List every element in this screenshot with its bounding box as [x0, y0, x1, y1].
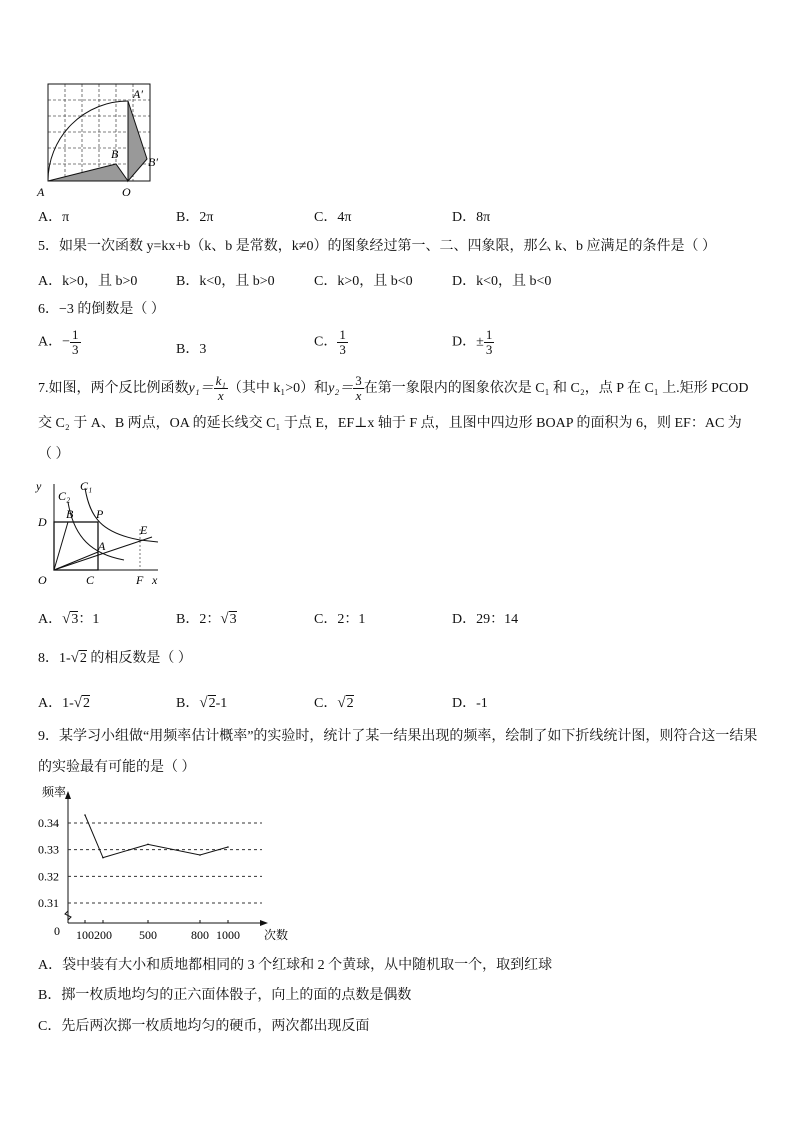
- chart-y-tick-label: 0.34: [38, 816, 59, 830]
- q7-label-y: y: [36, 479, 42, 493]
- q4-label-O: O: [122, 185, 131, 199]
- q6-option-c-fraction: $\frac{1}{3}$: [339, 327, 346, 357]
- q4-option-d[interactable]: D．8π: [452, 210, 491, 225]
- chart-series-line: [85, 815, 228, 858]
- q5-option-d[interactable]: D．k<0，且 b<0: [452, 274, 552, 289]
- q4-shaded-triangle-right: [128, 101, 147, 181]
- chart-y-tick-label: 0.31: [38, 896, 59, 910]
- q7-option-d[interactable]: D．29：14: [452, 612, 519, 627]
- chart-x-axis-arrow: [260, 920, 268, 926]
- q5-option-b[interactable]: B．k<0，且 b>0: [176, 274, 275, 289]
- q5-option-a[interactable]: A．k>0，且 b>0: [38, 274, 138, 289]
- chart-y-label: 频率: [42, 785, 67, 799]
- q7-label-O: O: [38, 573, 47, 587]
- q5-option-c[interactable]: C．k>0，且 b<0: [314, 274, 413, 289]
- q4-shaded-triangle-left: [48, 164, 128, 181]
- chart-data-point: [84, 814, 86, 816]
- q7-option-a[interactable]: A．√3：1: [38, 611, 100, 627]
- q6-option-a-fraction: $\frac{1}{3}$: [72, 327, 79, 357]
- q4-option-b[interactable]: B．2π: [176, 210, 214, 225]
- q7-figure: [32, 478, 167, 590]
- q7-option-c[interactable]: C．2：1: [314, 612, 366, 627]
- q7-label-D: D: [38, 515, 47, 529]
- chart-data-point: [199, 854, 201, 856]
- q9-option-b[interactable]: B．掷一枚质地均匀的正六面体骰子，向上的面的点数是偶数: [38, 988, 412, 1003]
- q5-stem: 5．如果一次函数 y=kx+b（k、b 是常数，k≠0）的图象经过第一、二、四象限，那么 k、b 应满足的条件是（ ）: [38, 239, 716, 254]
- chart-x-tick-label: 1000: [216, 928, 240, 942]
- chart-data-point: [102, 857, 104, 859]
- chart-x-tick-label: 800: [191, 928, 209, 942]
- q6-option-a-sign: −: [62, 334, 71, 350]
- chart-data-point: [227, 846, 229, 848]
- q4-figure: [30, 80, 180, 200]
- q7-label-F: F: [136, 573, 144, 587]
- q8-option-d[interactable]: D．-1: [452, 696, 488, 711]
- q7-label-C2: C₂: [58, 489, 71, 503]
- q4-option-a[interactable]: A．π: [38, 210, 70, 225]
- q6-option-c-label: C．: [314, 334, 338, 350]
- q4-label-B-prime: B′: [148, 155, 158, 169]
- q7-label-P: P: [96, 507, 104, 521]
- q8-option-b[interactable]: B．√2-1: [176, 695, 228, 711]
- q7-label-x: x: [152, 573, 158, 587]
- q7-label-C: C: [86, 573, 95, 587]
- q8-option-a[interactable]: A．1-√2: [38, 695, 91, 711]
- q6-option-d-fraction: $\frac{1}{3}$: [485, 327, 493, 357]
- q7-label-A: A: [98, 539, 106, 553]
- q7-fraction-k1: $\frac{\text{k₁}}{x}$: [215, 373, 226, 404]
- q9-stem-line1: 9．某学习小组做“用频率估计概率”的实验时，统计了某一结果出现的频率，绘制了如下折线统计图，则符合这一结果: [38, 729, 758, 744]
- chart-y-tick-label: 0.33: [38, 842, 59, 857]
- q7-option-b[interactable]: B．2：√3: [176, 611, 237, 627]
- q8-stem: 8．1-√2 的相反数是（ ）: [38, 650, 192, 666]
- q4-option-c[interactable]: C．4π: [314, 210, 352, 225]
- q6-option-b[interactable]: B．3: [176, 342, 207, 357]
- q6-option-d-sign: ±: [476, 334, 484, 350]
- chart-x-label: 次数: [264, 928, 289, 942]
- q7-fraction-3: $\frac{3}{x}$: [355, 373, 362, 404]
- chart-data-point: [147, 844, 149, 846]
- q6-option-d-label: D．: [452, 334, 477, 350]
- q6-stem: 6．−3 的倒数是（ ）: [38, 302, 165, 317]
- q6-option-c[interactable]: [314, 328, 348, 357]
- q9-option-a[interactable]: A．袋中装有大小和质地都相同的 3 个红球和 2 个黄球，从中随机取一个，取到红球: [38, 958, 553, 973]
- q7-label-C1: C₁: [80, 479, 93, 493]
- q7-stem-line2: 交 C₂ 于 A、B 两点，OA 的延长线交 C₁ 于点 E，EF⊥x 轴于 F 点，且图中四边形 BOAP 的面积为 6，则 EF：AC 为: [38, 416, 742, 431]
- q9-chart: [30, 783, 300, 945]
- q4-label-A: A: [37, 185, 45, 199]
- q4-label-A-prime: A′: [133, 87, 143, 101]
- q6-option-a[interactable]: [38, 328, 81, 357]
- q6-option-d[interactable]: [452, 328, 494, 357]
- q9-stem-line2: 的实验最有可能的是（ ）: [38, 760, 196, 775]
- q9-option-c[interactable]: C．先后两次掷一枚质地均匀的硬币，两次都出现反面: [38, 1019, 370, 1034]
- chart-origin-label: 0: [54, 924, 60, 938]
- q6-option-a-label: A．: [38, 334, 63, 350]
- q8-option-c[interactable]: C．√2: [314, 695, 354, 711]
- q4-label-B: B: [111, 147, 119, 161]
- chart-x-tick-label: 200: [94, 928, 112, 942]
- chart-y-tick-label: 0.32: [38, 869, 59, 884]
- q7-stem-line3: （ ）: [38, 447, 70, 462]
- q7-label-E: E: [140, 523, 148, 537]
- q7-stem-line1: 7.如图，两个反比例函数y₁＝ $\frac{\text{k₁}}{x}$ （其中 k₁>0）和y₂＝ $\frac{3}{x}$ 在第一象限内的图象依次是 C₁ 和 C₂，点 P 在 C₁ 上.矩形 PCOD: [38, 373, 749, 404]
- chart-x-tick-label: 100: [76, 928, 94, 942]
- q7-label-B: B: [66, 507, 74, 521]
- chart-x-tick-label: 500: [139, 928, 157, 942]
